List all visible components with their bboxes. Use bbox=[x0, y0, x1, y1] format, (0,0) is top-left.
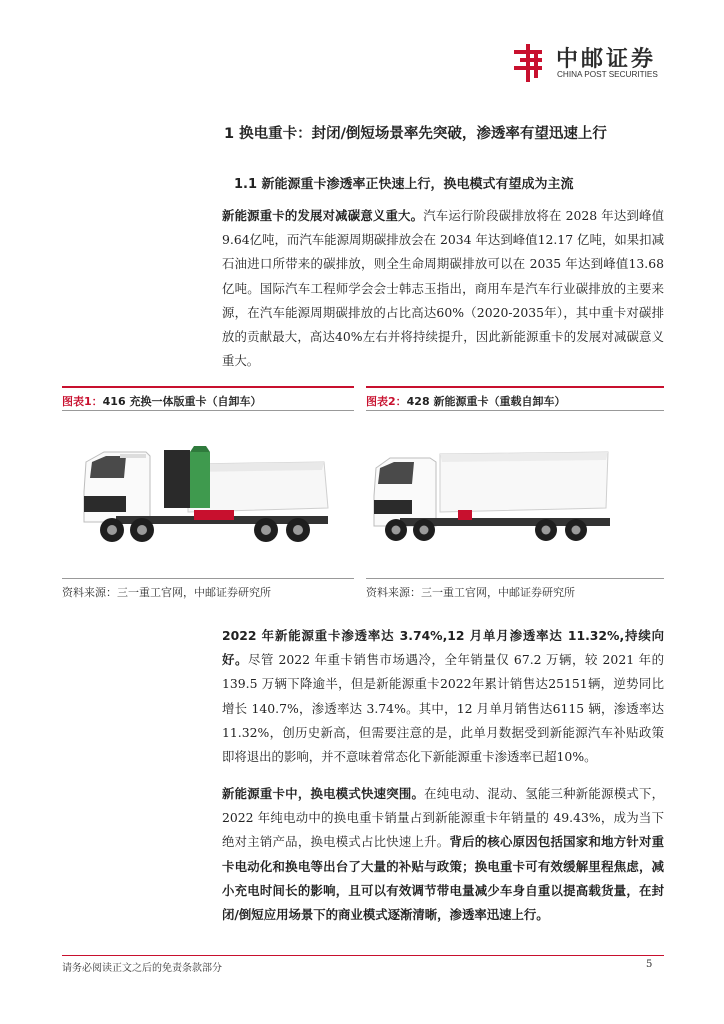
footer-disclaimer: 请务必阅读正文之后的免责条款部分 bbox=[62, 963, 222, 974]
section-heading: 1 换电重卡：封闭/倒短场景率先突破，渗透率有望迅速上行 bbox=[224, 126, 607, 142]
logo-chinese-name: 中邮证券 bbox=[556, 47, 657, 72]
paragraph-body: 在纯电动、混动、氢能三种新能源模式下，2022 年纯电动中的换电重卡销量占到新能源重卡年销量的 49.43%，成为当下绝对主销产品，换电模式占比快速上升。 bbox=[222, 786, 665, 850]
paragraph-lead: 新能源重卡的发展对减碳意义重大。 bbox=[222, 208, 424, 223]
figure1-caption bbox=[62, 393, 261, 409]
paragraph-body: 汽车运行阶段碳排放将在 2028 年达到峰值9.64亿吨，而汽车能源周期碳排放会在 2034 年达到峰值12.17 亿吨，如果扣减石油进口所带来的碳排放，则全生命周期碳排放可以在 2035 年达到峰值13.68亿吨。国际汽车工程师学会会士韩志玉指出，商用车是汽车行业碳排放的主要来源，在汽车能源周期碳排放的占比高达60%（2020-2035年），其中重卡对碳排放的贡献最大，高达40%左右并将持续提升，因此新能源重卡的发展对减碳意义重大。 bbox=[222, 208, 664, 369]
truck-with-battery-pack-icon bbox=[76, 436, 338, 548]
paragraph-penetration bbox=[222, 624, 664, 769]
footer-rule bbox=[62, 955, 664, 956]
paragraph-emissions bbox=[222, 204, 664, 373]
figure2-bottom-rule bbox=[366, 578, 664, 579]
figure2-top-rule bbox=[366, 386, 664, 388]
paragraph-bold-tail: 背后的核心原因包括国家和地方针对重卡电动化和换电等出台了大量的补贴与政策；换电重卡可有效缓解里程焦虑，减小充电时间长的影响，且可以有效调节带电量减少车身自重以提高载货量，在封闭/倒短应用场景下的商业模式逐渐清晰，渗透率迅速上行。 bbox=[222, 834, 665, 923]
paragraph-body: 尽管 2022 年重卡销售市场遇冷，全年销量仅 67.2 万辆，较 2021 年的 139.5 万辆下降逾半，但是新能源重卡2022年累计销售达25151辆，逆势同比增长 140.7%，渗透率达 3.74%。其中，12 月单月销售达6115 辆，渗透率达 11.32%，创历史新高，但需要注意的是，此单月数据受到新能源汽车补贴政策即将退出的影响，并不意味着常态化下新能源重卡渗透率已超10%。 bbox=[222, 652, 664, 765]
figure2-caption-rule bbox=[366, 410, 664, 411]
figure2-source: 资料来源：三一重工官网，中邮证券研究所 bbox=[366, 586, 575, 599]
figure2-caption bbox=[366, 393, 565, 409]
paragraph-lead: 2022 年新能源重卡渗透率达 3.74%,12 月单月渗透率达 11.32%,持续向好。 bbox=[222, 628, 664, 668]
figure1-top-rule bbox=[62, 386, 354, 388]
figure1-bottom-rule bbox=[62, 578, 354, 579]
figure2-title: 428 新能源重卡（重载自卸车） bbox=[406, 395, 566, 408]
paragraph-lead: 新能源重卡中，换电模式快速突围。 bbox=[222, 786, 425, 801]
figure1-caption-rule bbox=[62, 410, 354, 411]
figure2-label: 图表2： bbox=[366, 395, 407, 408]
subsection-heading: 1.1 新能源重卡渗透率正快速上行，换电模式有望成为主流 bbox=[234, 177, 574, 192]
page-number: 5 bbox=[646, 959, 653, 970]
heavy-dump-truck-icon bbox=[370, 446, 614, 544]
figure1-label: 图表1： bbox=[62, 395, 103, 408]
paragraph-battery-swap bbox=[222, 782, 664, 927]
logo-english-name: CHINA POST SECURITIES bbox=[557, 70, 658, 79]
figure1-title: 416 充换一体版重卡（自卸车） bbox=[102, 395, 262, 408]
figure1-source: 资料来源：三一重工官网，中邮证券研究所 bbox=[62, 586, 271, 599]
